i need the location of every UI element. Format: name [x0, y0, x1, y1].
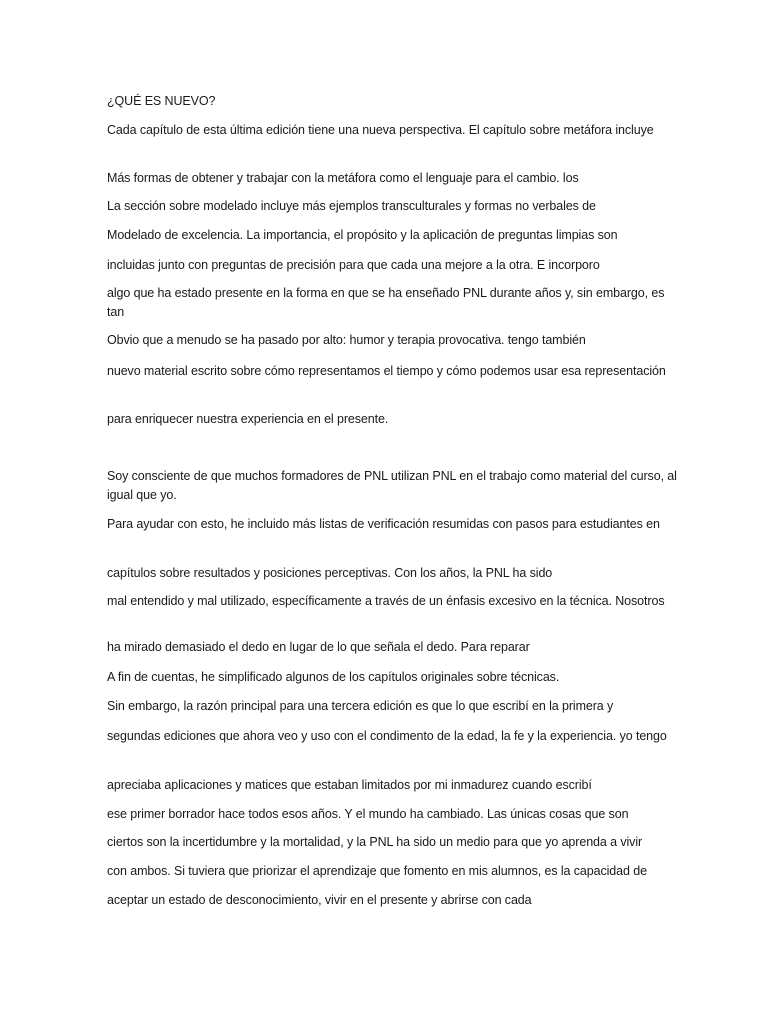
paragraph: nuevo material escrito sobre cómo representamos el tiempo y cómo podemos usar esa representación	[107, 364, 666, 378]
paragraph: Obvio que a menudo se ha pasado por alto: humor y terapia provocativa. tengo también	[107, 333, 586, 347]
paragraph: Modelado de excelencia. La importancia, el propósito y la aplicación de preguntas limpias son	[107, 228, 618, 242]
paragraph: segundas ediciones que ahora veo y uso con el condimento de la edad, la fe y la experiencia. yo tengo	[107, 729, 667, 743]
document-heading: ¿QUÉ ES NUEVO?	[107, 94, 216, 108]
paragraph: Para ayudar con esto, he incluido más listas de verificación resumidas con pasos para estudiantes en	[107, 517, 660, 531]
paragraph: aceptar un estado de desconocimiento, vivir en el presente y abrirse con cada	[107, 893, 532, 907]
paragraph: apreciaba aplicaciones y matices que estaban limitados por mi inmadurez cuando escribí	[107, 778, 592, 792]
paragraph: con ambos. Si tuviera que priorizar el aprendizaje que fomento en mis alumnos, es la capacidad de	[107, 864, 647, 878]
paragraph: incluidas junto con preguntas de precisión para que cada una mejore a la otra. E incorporo	[107, 258, 600, 272]
paragraph: La sección sobre modelado incluye más ejemplos transculturales y formas no verbales de	[107, 199, 596, 213]
paragraph: ese primer borrador hace todos esos años. Y el mundo ha cambiado. Las únicas cosas que son	[107, 807, 629, 821]
paragraph: ciertos son la incertidumbre y la mortalidad, y la PNL ha sido un medio para que yo aprenda a vivir	[107, 835, 643, 849]
paragraph: Cada capítulo de esta última edición tiene una nueva perspectiva. El capítulo sobre metáfora incluye	[107, 123, 654, 137]
paragraph: mal entendido y mal utilizado, específicamente a través de un énfasis excesivo en la técnica. Nosotros	[107, 594, 665, 608]
paragraph: capítulos sobre resultados y posiciones perceptivas. Con los años, la PNL ha sido	[107, 566, 553, 580]
paragraph: ha mirado demasiado el dedo en lugar de lo que señala el dedo. Para reparar	[107, 640, 530, 654]
paragraph: Soy consciente de que muchos formadores de PNL utilizan PNL en el trabajo como material del curso, al igual que yo.	[107, 469, 677, 502]
paragraph: para enriquecer nuestra experiencia en el presente.	[107, 412, 389, 426]
paragraph: A fin de cuentas, he simplificado algunos de los capítulos originales sobre técnicas.	[107, 670, 560, 684]
paragraph: Más formas de obtener y trabajar con la metáfora como el lenguaje para el cambio. los	[107, 171, 579, 185]
paragraph: Sin embargo, la razón principal para una tercera edición es que lo que escribí en la primera y	[107, 699, 614, 713]
paragraph: algo que ha estado presente en la forma en que se ha enseñado PNL durante años y, sin embargo, es tan	[107, 286, 665, 319]
